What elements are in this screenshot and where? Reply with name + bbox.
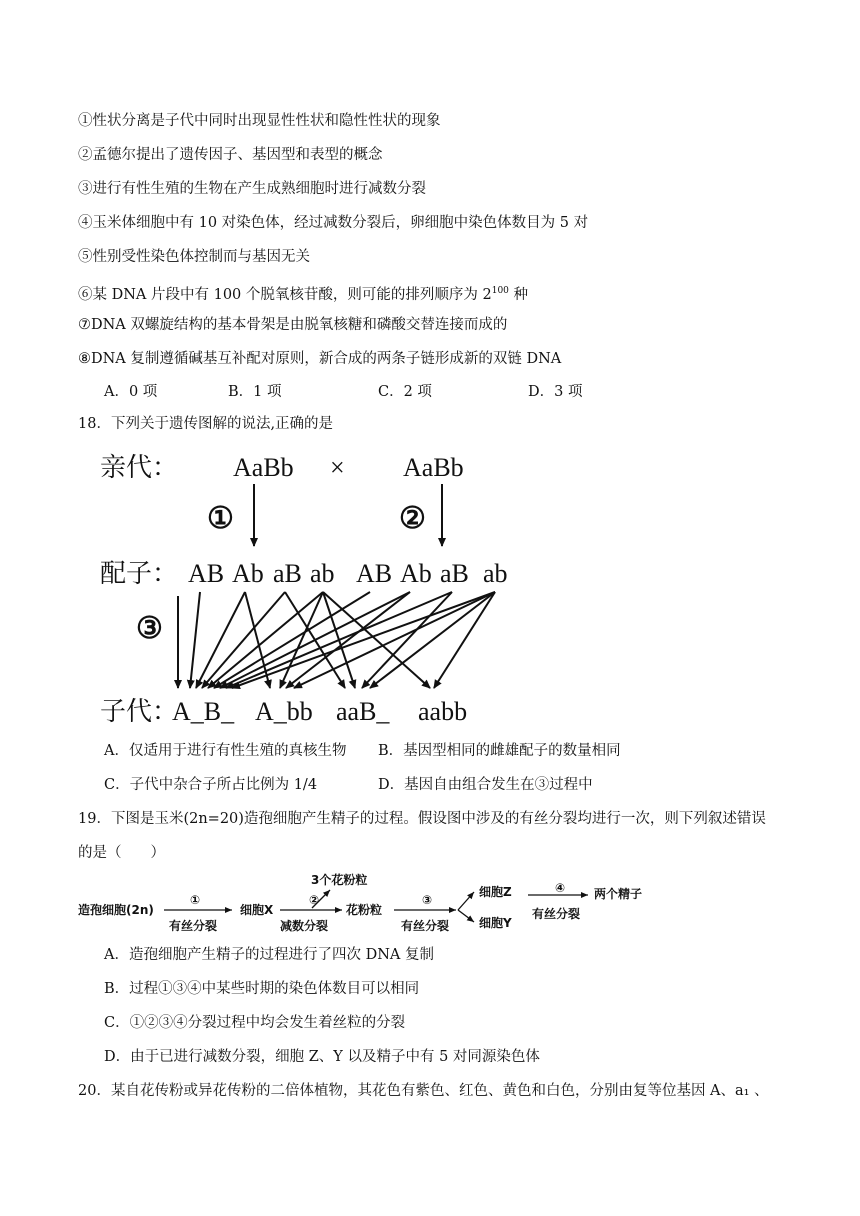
q20-stem: 20．某自花传粉或异花传粉的二倍体植物，其花色有紫色、红色、黄色和白色，分别由复等位基因 A、a₁ 、 <box>78 1083 769 1099</box>
flow-step-1-num: ① <box>190 893 201 907</box>
parent-2: AaBb <box>403 453 464 482</box>
q17-option-d: D．3 项 <box>528 384 583 400</box>
gamete-right-3: aB <box>440 559 469 588</box>
q18-option-d: D．基因自由组合发生在③过程中 <box>378 777 593 793</box>
q18-option-b: B．基因型相同的雌雄配子的数量相同 <box>378 743 621 759</box>
q19-option-a: A．造孢细胞产生精子的过程进行了四次 DNA 复制 <box>104 947 434 963</box>
flow-step-2-label: 减数分裂 <box>280 919 329 933</box>
gamete-right-2: Ab <box>400 559 432 588</box>
flow-step-3-num: ③ <box>422 893 433 907</box>
gamete-right-4: ab <box>483 559 508 588</box>
q17-option-c: C．2 项 <box>378 384 432 400</box>
step-3-marker: ③ <box>136 612 163 645</box>
offspring-1: A_B_ <box>172 697 235 726</box>
gamete-left-3: aB <box>273 559 302 588</box>
statement-4: ④玉米体细胞中有 10 对染色体，经过减数分裂后，卵细胞中染色体数目为 5 对 <box>78 215 589 231</box>
q17-option-a: A．0 项 <box>104 384 158 400</box>
flow-step-4-label: 有丝分裂 <box>532 907 581 921</box>
statement-7: ⑦DNA 双螺旋结构的基本骨架是由脱氧核糖和磷酸交替连接而成的 <box>78 317 508 333</box>
statement-1: ①性状分离是子代中同时出现显性性状和隐性性状的现象 <box>78 113 441 129</box>
statement-8: ⑧DNA 复制遵循碱基互补配对原则，新合成的两条子链形成新的双链 DNA <box>78 351 562 367</box>
gamete-right-1: AB <box>356 559 393 588</box>
offspring-label: 子代： <box>100 697 179 726</box>
flow-cell-y: 细胞Y <box>479 916 512 930</box>
q19-option-b: B．过程①③④中某些时期的染色体数目可以相同 <box>104 981 420 997</box>
step-1-marker: ① <box>207 502 234 535</box>
flow-end: 两个精子 <box>594 887 643 901</box>
flow-step-3-label: 有丝分裂 <box>401 919 450 933</box>
q19-flow-diagram <box>76 870 666 936</box>
q17-option-b: B．1 项 <box>228 384 282 400</box>
statement-6-text: ⑥某 DNA 片段中有 100 个脱氧核苷酸，则可能的排列顺序为 2 <box>78 286 492 303</box>
gamete-label: 配子： <box>100 559 179 588</box>
flow-cell-x: 细胞X <box>240 903 274 917</box>
statement-5: ⑤性别受性染色体控制而与基因无关 <box>78 249 310 265</box>
offspring-4: aabb <box>418 697 468 726</box>
flow-arrow-to-y <box>458 910 474 922</box>
cross-symbol: × <box>330 453 345 482</box>
flow-pollen: 花粉粒 <box>346 903 383 917</box>
statement-6-exponent: 100 <box>491 286 509 296</box>
step-2-marker: ② <box>399 502 426 535</box>
offspring-3: aaB_ <box>336 697 390 726</box>
q19-option-c: C．①②③④分裂过程中均会发生着丝粒的分裂 <box>104 1015 406 1031</box>
statement-3: ③进行有性生殖的生物在产生成熟细胞时进行减数分裂 <box>78 181 426 197</box>
arrow-fertilization <box>190 592 200 688</box>
flow-three-pollen: 3个花粉粒 <box>311 873 368 887</box>
flow-cell-z: 细胞Z <box>479 885 512 899</box>
gamete-left-2: Ab <box>232 559 264 588</box>
flow-arrow-to-z <box>458 892 474 910</box>
q18-option-a: A．仅适用于进行有性生殖的真核生物 <box>104 743 347 759</box>
q19-stem-line-2: 的是（ ） <box>78 845 165 861</box>
parent-label: 亲代： <box>100 453 179 482</box>
flow-step-4-num: ④ <box>555 881 566 895</box>
q18-genetic-diagram <box>90 442 510 732</box>
q19-option-d: D．由于已进行减数分裂，细胞 Z、Y 以及精子中有 5 对同源染色体 <box>104 1049 540 1065</box>
flow-start: 造孢细胞(2n) <box>78 903 154 917</box>
offspring-2: A_bb <box>255 697 313 726</box>
statement-2: ②孟德尔提出了遗传因子、基因型和表型的概念 <box>78 147 383 163</box>
q18-option-c: C．子代中杂合子所占比例为 1/4 <box>104 777 318 793</box>
parent-1: AaBb <box>233 453 294 482</box>
gamete-left-1: AB <box>188 559 225 588</box>
gamete-left-4: ab <box>310 559 335 588</box>
statement-6-unit: 种 <box>508 286 529 303</box>
flow-step-2-num: ② <box>309 893 320 907</box>
statement-6 <box>78 281 528 305</box>
flow-step-1-label: 有丝分裂 <box>169 919 218 933</box>
arrow-fertilization <box>370 592 495 688</box>
q18-stem: 18．下列关于遗传图解的说法,正确的是 <box>78 416 334 432</box>
q19-stem-line-1: 19．下图是玉米(2n=20)造孢细胞产生精子的过程。假设图中涉及的有丝分裂均进行一次，则下列叙述错误 <box>78 811 766 827</box>
